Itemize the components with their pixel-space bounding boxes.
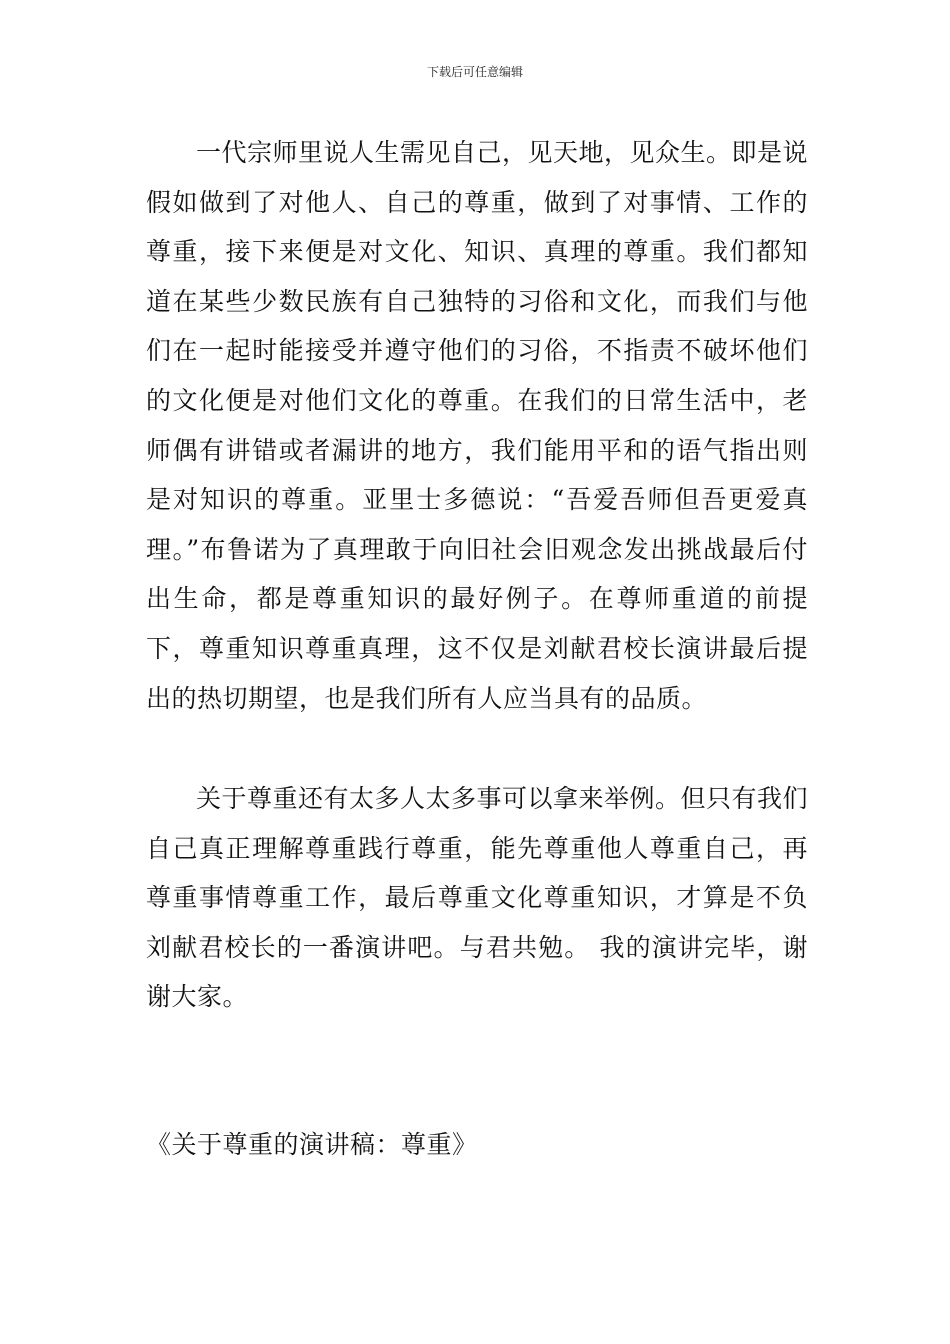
paragraph-text: 关于尊重还有太多人太多事可以拿来举例。但只有我们自己真正理解尊重践行尊重，能先尊重他人尊重自己，再尊重事情尊重工作，最后尊重文化尊重知识，才算是不负刘献君校长的一番演讲吧。与君共勉。 我的演讲完毕，谢谢大家。 [146,784,809,1012]
body-paragraph-1 [146,128,808,723]
paragraph-text: 一代宗师里说人生需见自己，见天地，见众生。即是说假如做到了对他人、自己的尊重，做到了对事情、工作的尊重，接下来便是对文化、知识、真理的尊重。我们都知道在某些少数民族有自己独特的习俗和文化，而我们与他们在一起时能接受并遵守他们的习俗，不指责不破坏他们的文化便是对他们文化的尊重。在我们的日常生活中，老师偶有讲错或者漏讲的地方，我们能用平和的语气指出则是对知识的尊重。亚里士多德说：“吾爱吾师但吾更爱真理。”布鲁诺为了真理敢于向旧社会旧观念发出挑战最后付出生命，都是尊重知识的最好例子。在尊师重道的前提下，尊重知识尊重真理，这不仅是刘献君校长演讲最后提出的热切期望，也是我们所有人应当具有的品质。 [146,138,809,713]
page-header-note: 下载后可任意编辑 [426,65,523,79]
document-title: 《关于尊重的演讲稿：尊重》 [146,1130,478,1159]
body-paragraph-2 [146,774,808,1022]
